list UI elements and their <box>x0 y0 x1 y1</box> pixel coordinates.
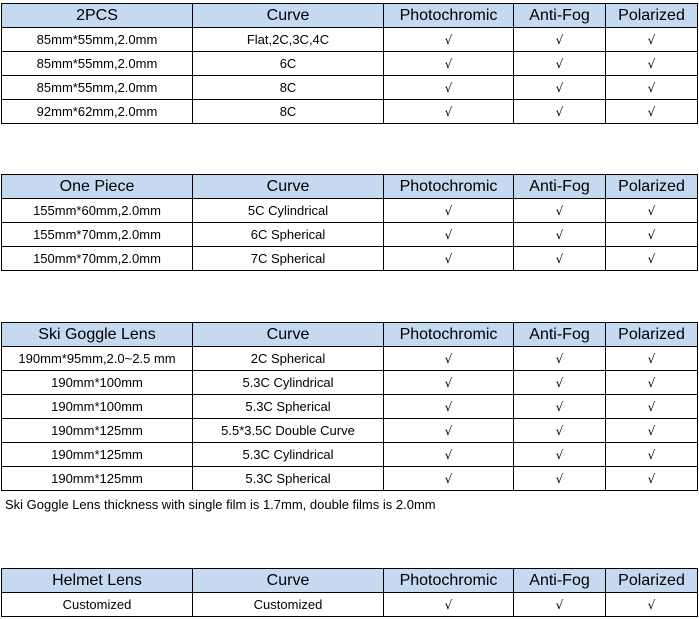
header-curve: Curve <box>193 569 384 593</box>
table-row <box>2 371 698 395</box>
header-photochromic: Photochromic <box>384 175 514 199</box>
curve-cell: 5.5*3.5C Double Curve <box>193 419 384 443</box>
polarized-check: √ <box>606 419 698 443</box>
polarized-check: √ <box>606 347 698 371</box>
header-polarized: Polarized <box>606 4 698 28</box>
anti-fog-check: √ <box>514 419 606 443</box>
curve-cell: 5.3C Spherical <box>193 395 384 419</box>
table-row <box>2 100 698 124</box>
size-cell: 155mm*70mm,2.0mm <box>2 223 193 247</box>
header-row <box>2 4 698 28</box>
curve-cell: Customized <box>193 593 384 617</box>
size-cell: 85mm*55mm,2.0mm <box>2 76 193 100</box>
table-title: Helmet Lens <box>2 569 193 593</box>
polarized-check: √ <box>606 223 698 247</box>
size-cell: 190mm*125mm <box>2 443 193 467</box>
polarized-check: √ <box>606 467 698 491</box>
polarized-check: √ <box>606 443 698 467</box>
size-cell: 92mm*62mm,2.0mm <box>2 100 193 124</box>
anti-fog-check: √ <box>514 395 606 419</box>
table-helmet-lens <box>1 568 698 617</box>
header-curve: Curve <box>193 175 384 199</box>
anti-fog-check: √ <box>514 371 606 395</box>
header-anti-fog: Anti-Fog <box>514 569 606 593</box>
header-curve: Curve <box>193 4 384 28</box>
photochromic-check: √ <box>384 247 514 271</box>
table-row <box>2 395 698 419</box>
photochromic-check: √ <box>384 371 514 395</box>
header-anti-fog: Anti-Fog <box>514 175 606 199</box>
curve-cell: 8C <box>193 76 384 100</box>
table-row <box>2 223 698 247</box>
table-ski-goggle-lens <box>1 322 698 491</box>
header-row <box>2 323 698 347</box>
header-photochromic: Photochromic <box>384 323 514 347</box>
anti-fog-check: √ <box>514 247 606 271</box>
anti-fog-check: √ <box>514 76 606 100</box>
header-anti-fog: Anti-Fog <box>514 4 606 28</box>
polarized-check: √ <box>606 52 698 76</box>
size-cell: 150mm*70mm,2.0mm <box>2 247 193 271</box>
curve-cell: 5.3C Cylindrical <box>193 371 384 395</box>
header-polarized: Polarized <box>606 569 698 593</box>
curve-cell: 8C <box>193 100 384 124</box>
polarized-check: √ <box>606 28 698 52</box>
anti-fog-check: √ <box>514 28 606 52</box>
anti-fog-check: √ <box>514 467 606 491</box>
photochromic-check: √ <box>384 443 514 467</box>
size-cell: 155mm*60mm,2.0mm <box>2 199 193 223</box>
photochromic-check: √ <box>384 223 514 247</box>
anti-fog-check: √ <box>514 100 606 124</box>
photochromic-check: √ <box>384 76 514 100</box>
size-cell: 190mm*125mm <box>2 467 193 491</box>
curve-cell: 5C Cylindrical <box>193 199 384 223</box>
size-cell: 85mm*55mm,2.0mm <box>2 52 193 76</box>
photochromic-check: √ <box>384 593 514 617</box>
anti-fog-check: √ <box>514 593 606 617</box>
size-cell: 190mm*125mm <box>2 419 193 443</box>
header-polarized: Polarized <box>606 323 698 347</box>
table-row <box>2 247 698 271</box>
curve-cell: 6C <box>193 52 384 76</box>
table-row <box>2 419 698 443</box>
ski-thickness-note: Ski Goggle Lens thickness with single film is 1.7mm, double films is 2.0mm <box>5 497 436 512</box>
table-row <box>2 52 698 76</box>
table-row <box>2 199 698 223</box>
photochromic-check: √ <box>384 52 514 76</box>
table-title: One Piece <box>2 175 193 199</box>
header-photochromic: Photochromic <box>384 4 514 28</box>
size-cell: Customized <box>2 593 193 617</box>
table-row <box>2 467 698 491</box>
header-row <box>2 569 698 593</box>
anti-fog-check: √ <box>514 223 606 247</box>
anti-fog-check: √ <box>514 443 606 467</box>
polarized-check: √ <box>606 199 698 223</box>
polarized-check: √ <box>606 76 698 100</box>
photochromic-check: √ <box>384 395 514 419</box>
anti-fog-check: √ <box>514 52 606 76</box>
header-curve: Curve <box>193 323 384 347</box>
size-cell: 85mm*55mm,2.0mm <box>2 28 193 52</box>
anti-fog-check: √ <box>514 199 606 223</box>
size-cell: 190mm*95mm,2.0~2.5 mm <box>2 347 193 371</box>
photochromic-check: √ <box>384 467 514 491</box>
curve-cell: 5.3C Cylindrical <box>193 443 384 467</box>
photochromic-check: √ <box>384 347 514 371</box>
curve-cell: Flat,2C,3C,4C <box>193 28 384 52</box>
header-polarized: Polarized <box>606 175 698 199</box>
table-row <box>2 28 698 52</box>
polarized-check: √ <box>606 100 698 124</box>
header-row <box>2 175 698 199</box>
size-cell: 190mm*100mm <box>2 371 193 395</box>
table-row <box>2 76 698 100</box>
header-anti-fog: Anti-Fog <box>514 323 606 347</box>
anti-fog-check: √ <box>514 347 606 371</box>
table-row <box>2 593 698 617</box>
polarized-check: √ <box>606 395 698 419</box>
curve-cell: 7C Spherical <box>193 247 384 271</box>
table-title: Ski Goggle Lens <box>2 323 193 347</box>
polarized-check: √ <box>606 247 698 271</box>
curve-cell: 5.3C Spherical <box>193 467 384 491</box>
polarized-check: √ <box>606 593 698 617</box>
photochromic-check: √ <box>384 100 514 124</box>
header-photochromic: Photochromic <box>384 569 514 593</box>
photochromic-check: √ <box>384 419 514 443</box>
curve-cell: 6C Spherical <box>193 223 384 247</box>
table-title: 2PCS <box>2 4 193 28</box>
curve-cell: 2C Spherical <box>193 347 384 371</box>
table-one-piece <box>1 174 698 271</box>
table-2pcs <box>1 3 698 124</box>
polarized-check: √ <box>606 371 698 395</box>
table-row <box>2 443 698 467</box>
size-cell: 190mm*100mm <box>2 395 193 419</box>
table-row <box>2 347 698 371</box>
photochromic-check: √ <box>384 199 514 223</box>
photochromic-check: √ <box>384 28 514 52</box>
